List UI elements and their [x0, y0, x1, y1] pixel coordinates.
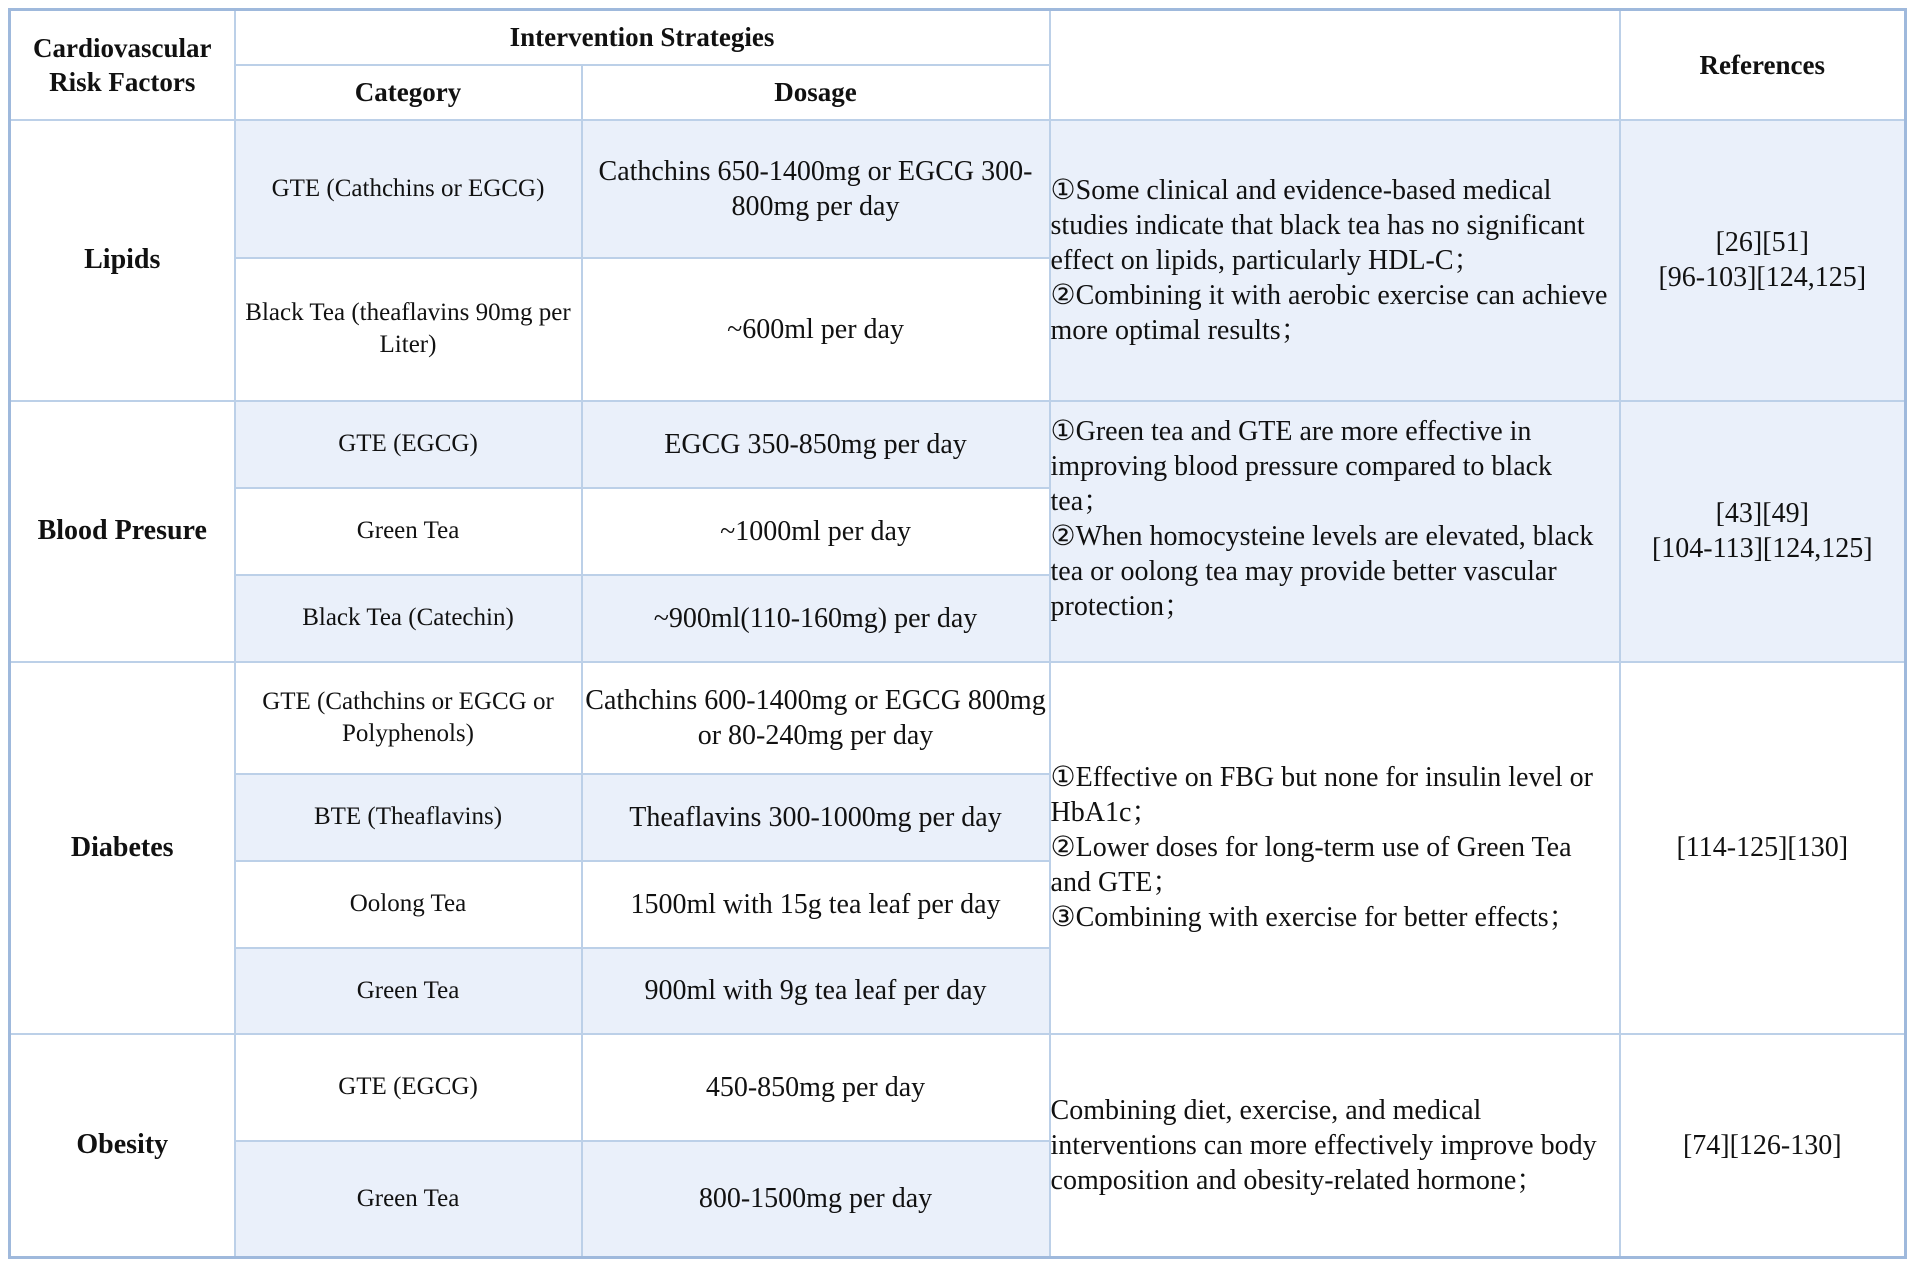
ref-line: [43][49] — [1715, 498, 1809, 529]
dosage-cell: EGCG 350-850mg per day — [582, 401, 1050, 488]
category-cell: Green Tea — [235, 948, 582, 1034]
note-line: ③Combining with exercise for better effects； — [1050, 902, 1577, 933]
risk-blood-pressure: Blood Presure — [10, 401, 235, 662]
dosage-cell: 800-1500mg per day — [582, 1141, 1050, 1258]
category-cell: GTE (Cathchins or EGCG) — [235, 120, 582, 258]
refs-obesity — [1620, 1034, 1906, 1258]
ref-line: [26][51] — [1715, 227, 1809, 258]
header-risk-factors: Cardiovascular Risk Factors — [10, 10, 235, 120]
category-cell: BTE (Theaflavins) — [235, 774, 582, 861]
refs-diabetes — [1620, 662, 1906, 1034]
dosage-cell: ~600ml per day — [582, 258, 1050, 401]
category-cell: GTE (EGCG) — [235, 1034, 582, 1141]
note-line: Combining diet, exercise, and medical interventions can more effectively improve body composition and obesity-related hormone； — [1050, 1094, 1597, 1196]
dosage-cell: Theaflavins 300-1000mg per day — [582, 774, 1050, 861]
ref-line: [104-113][124,125] — [1651, 533, 1873, 564]
dosage-cell: ~900ml(110-160mg) per day — [582, 575, 1050, 662]
note-line: ①Effective on FBG but none for insulin level or HbA1c； — [1050, 762, 1594, 828]
ref-line: [74][126-130] — [1682, 1129, 1842, 1161]
notes-lipids — [1050, 120, 1620, 401]
dosage-cell: 900ml with 9g tea leaf per day — [582, 948, 1050, 1034]
refs-blood-pressure — [1620, 401, 1906, 662]
refs-lipids — [1620, 120, 1906, 401]
risk-diabetes: Diabetes — [10, 662, 235, 1034]
dosage-cell: 1500ml with 15g tea leaf per day — [582, 861, 1050, 948]
category-cell: GTE (Cathchins or EGCG or Polyphenols) — [235, 662, 582, 774]
notes-diabetes — [1050, 662, 1620, 1034]
header-category: Category — [235, 65, 582, 120]
notes-blood-pressure — [1050, 401, 1620, 662]
notes-obesity — [1050, 1034, 1620, 1258]
dosage-cell: ~1000ml per day — [582, 488, 1050, 575]
note-line: ①Green tea and GTE are more effective in improving blood pressure compared to black tea； — [1050, 415, 1553, 517]
dosage-cell: 450-850mg per day — [582, 1034, 1050, 1141]
header-references: References — [1620, 10, 1906, 120]
ref-line: [96-103][124,125] — [1658, 262, 1867, 293]
header-intervention-strategies: Intervention Strategies — [235, 10, 1050, 65]
category-cell: Green Tea — [235, 1141, 582, 1258]
category-cell: GTE (EGCG) — [235, 401, 582, 488]
tea-intervention-table — [8, 8, 1907, 1259]
note-line: ②When homocysteine levels are elevated, black tea or oolong tea may provide better vascular protection； — [1050, 520, 1594, 622]
category-cell: Oolong Tea — [235, 861, 582, 948]
dosage-cell: Cathchins 650-1400mg or EGCG 300-800mg per day — [582, 120, 1050, 258]
ref-line: [114-125][130] — [1676, 832, 1849, 863]
dosage-cell: Cathchins 600-1400mg or EGCG 800mg or 80-240mg per day — [582, 662, 1050, 774]
category-cell: Black Tea (Catechin) — [235, 575, 582, 662]
risk-obesity: Obesity — [10, 1034, 235, 1258]
category-cell: Green Tea — [235, 488, 582, 575]
category-cell: Black Tea (theaflavins 90mg per Liter) — [235, 258, 582, 401]
note-line: ②Lower doses for long-term use of Green Tea and GTE； — [1050, 832, 1572, 898]
note-line: ②Combining it with aerobic exercise can achieve more optimal results； — [1050, 279, 1608, 346]
note-line: ①Some clinical and evidence-based medical studies indicate that black tea has no significant effect on lipids, particularly HDL-C； — [1050, 174, 1585, 276]
risk-lipids: Lipids — [10, 120, 235, 401]
header-notes — [1050, 10, 1620, 120]
header-dosage: Dosage — [582, 65, 1050, 120]
